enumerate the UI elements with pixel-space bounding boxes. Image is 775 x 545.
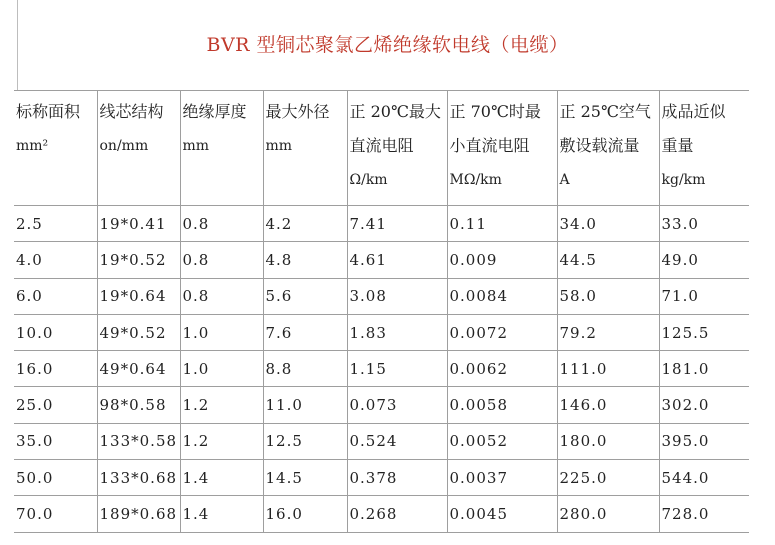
table-cell: 44.5 xyxy=(557,242,659,278)
table-cell: 0.0045 xyxy=(447,496,557,532)
table-cell: 0.0037 xyxy=(447,460,557,496)
table-cell: 0.073 xyxy=(347,387,447,423)
table-cell: 33.0 xyxy=(659,206,749,242)
table-cell: 0.009 xyxy=(447,242,557,278)
table-cell: 181.0 xyxy=(659,351,749,387)
table-row xyxy=(14,278,749,314)
table-cell: 0.0058 xyxy=(447,387,557,423)
header-row xyxy=(14,91,749,206)
table-cell: 0.8 xyxy=(180,278,263,314)
table-cell: 25.0 xyxy=(14,387,97,423)
table-cell: 302.0 xyxy=(659,387,749,423)
table-cell: 0.268 xyxy=(347,496,447,532)
table-cell: 180.0 xyxy=(557,423,659,459)
table-row xyxy=(14,314,749,350)
table-cell: 1.0 xyxy=(180,314,263,350)
table-cell: 35.0 xyxy=(14,423,97,459)
table-cell: 146.0 xyxy=(557,387,659,423)
table-cell: 2.5 xyxy=(14,206,97,242)
table-cell: 7.41 xyxy=(347,206,447,242)
table-cell: 49*0.64 xyxy=(97,351,180,387)
table-cell: 280.0 xyxy=(557,496,659,532)
table-cell: 71.0 xyxy=(659,278,749,314)
table-cell: 98*0.58 xyxy=(97,387,180,423)
table-cell: 1.2 xyxy=(180,387,263,423)
table-cell: 10.0 xyxy=(14,314,97,350)
table-row xyxy=(14,351,749,387)
table-row xyxy=(14,387,749,423)
table-cell: 8.8 xyxy=(263,351,347,387)
table-cell: 395.0 xyxy=(659,423,749,459)
table-cell: 4.2 xyxy=(263,206,347,242)
table-cell: 6.0 xyxy=(14,278,97,314)
table-cell: 1.0 xyxy=(180,351,263,387)
table-cell: 11.0 xyxy=(263,387,347,423)
table-cell: 0.0084 xyxy=(447,278,557,314)
table-row xyxy=(14,206,749,242)
header-cell: 正 20℃最大 直流电阻 Ω/km xyxy=(347,91,447,206)
table-cell: 0.524 xyxy=(347,423,447,459)
table-cell: 0.0072 xyxy=(447,314,557,350)
table-cell: 4.0 xyxy=(14,242,97,278)
table-cell: 1.4 xyxy=(180,496,263,532)
table-row xyxy=(14,460,749,496)
table-cell: 49*0.52 xyxy=(97,314,180,350)
table-cell: 3.08 xyxy=(347,278,447,314)
table-cell: 1.2 xyxy=(180,423,263,459)
table-cell: 16.0 xyxy=(14,351,97,387)
table-cell: 0.378 xyxy=(347,460,447,496)
table-cell: 4.61 xyxy=(347,242,447,278)
table-cell: 125.5 xyxy=(659,314,749,350)
table-cell: 1.15 xyxy=(347,351,447,387)
table-cell: 133*0.68 xyxy=(97,460,180,496)
table-cell: 225.0 xyxy=(557,460,659,496)
table-cell: 34.0 xyxy=(557,206,659,242)
table-cell: 1.4 xyxy=(180,460,263,496)
page-title: BVR 型铜芯聚氯乙烯绝缘软电线（电缆） xyxy=(206,34,569,56)
table-cell: 79.2 xyxy=(557,314,659,350)
table-cell: 189*0.68 xyxy=(97,496,180,532)
header-cell: 成品近似 重量 kg/km xyxy=(659,91,749,206)
header-cell: 线芯结构 on/mm xyxy=(97,91,180,206)
table-cell: 133*0.58 xyxy=(97,423,180,459)
table-cell: 5.6 xyxy=(263,278,347,314)
table-cell: 49.0 xyxy=(659,242,749,278)
table-cell: 7.6 xyxy=(263,314,347,350)
table-row xyxy=(14,423,749,459)
table-cell: 58.0 xyxy=(557,278,659,314)
header-cell: 正 25℃空气 敷设载流量 A xyxy=(557,91,659,206)
table-cell: 4.8 xyxy=(263,242,347,278)
table-cell: 16.0 xyxy=(263,496,347,532)
table-cell: 70.0 xyxy=(14,496,97,532)
table-cell: 19*0.64 xyxy=(97,278,180,314)
table-cell: 19*0.52 xyxy=(97,242,180,278)
table-cell: 1.83 xyxy=(347,314,447,350)
table-cell: 12.5 xyxy=(263,423,347,459)
table-cell: 111.0 xyxy=(557,351,659,387)
header-cell: 正 70℃时最 小直流电阻 MΩ/km xyxy=(447,91,557,206)
table-cell: 0.0062 xyxy=(447,351,557,387)
header-cell: 最大外径 mm xyxy=(263,91,347,206)
table-cell: 19*0.41 xyxy=(97,206,180,242)
table-cell: 0.11 xyxy=(447,206,557,242)
table-row xyxy=(14,496,749,532)
table-cell: 50.0 xyxy=(14,460,97,496)
table-cell: 14.5 xyxy=(263,460,347,496)
header-cell: 绝缘厚度 mm xyxy=(180,91,263,206)
table-row xyxy=(14,242,749,278)
table-cell: 728.0 xyxy=(659,496,749,532)
table-cell: 0.8 xyxy=(180,206,263,242)
table-cell: 544.0 xyxy=(659,460,749,496)
spec-table xyxy=(14,90,749,533)
header-cell: 标称面积 mm² xyxy=(14,91,97,206)
table-cell: 0.8 xyxy=(180,242,263,278)
table-cell: 0.0052 xyxy=(447,423,557,459)
